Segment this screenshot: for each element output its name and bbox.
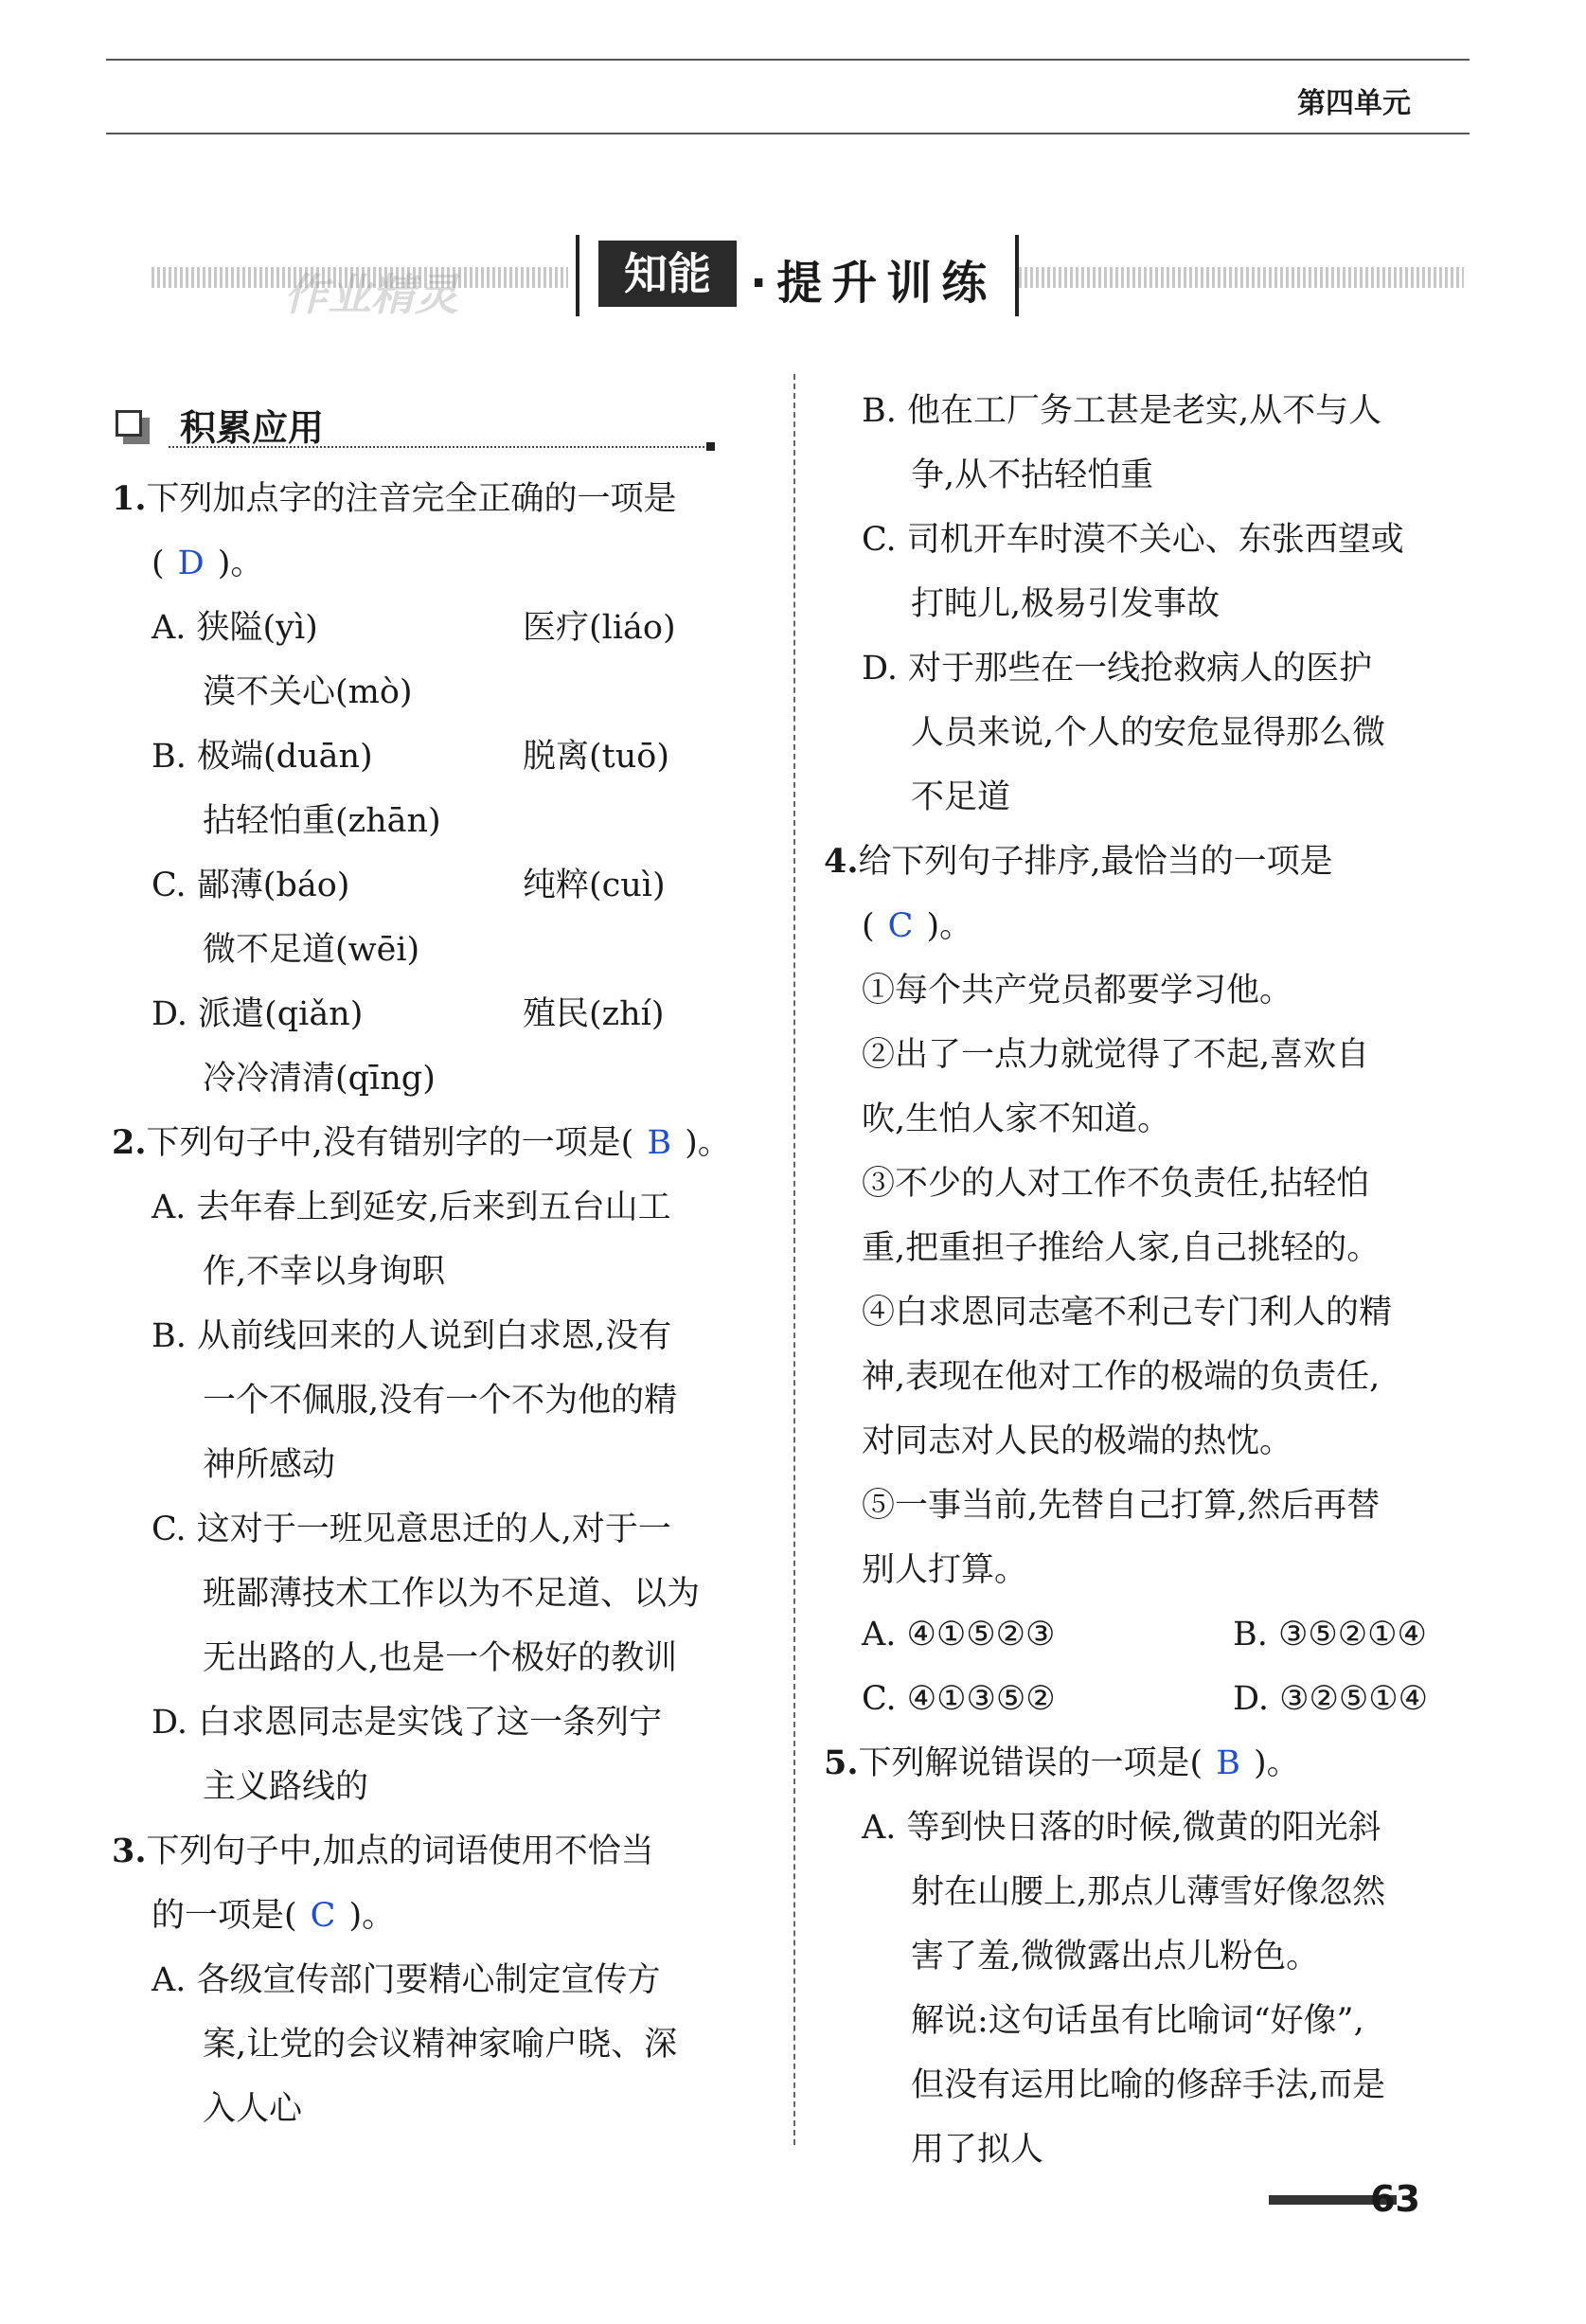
page-number: 63 bbox=[1370, 2178, 1420, 2220]
option-text: A. 各级宣传部门要精心制定宣传方 bbox=[151, 1961, 661, 1999]
question-continuation bbox=[112, 1884, 775, 1948]
option-continuation bbox=[824, 1989, 1477, 2053]
option-continuation bbox=[824, 443, 1477, 508]
sentence-text: 别人打算。 bbox=[862, 1551, 1028, 1589]
section-end-dot bbox=[706, 442, 715, 451]
option-text: 拈轻怕重(zhān) bbox=[203, 802, 441, 840]
option-line bbox=[112, 1497, 775, 1562]
sentence-line bbox=[824, 1023, 1477, 1087]
sentence-line bbox=[824, 958, 1477, 1023]
option-line bbox=[824, 508, 1477, 572]
option-text: A. 去年春上到延安,后来到五台山工 bbox=[151, 1189, 671, 1226]
right-body bbox=[824, 379, 1477, 2182]
option-text: D. 对于那些在一线抢救病人的医护 bbox=[862, 650, 1373, 688]
section-dotted-line bbox=[169, 446, 708, 448]
sentence-line bbox=[824, 1474, 1477, 1538]
top-rule bbox=[106, 59, 1470, 61]
sentence-line bbox=[824, 1538, 1477, 1602]
sentence-line bbox=[824, 1409, 1477, 1474]
option-continuation bbox=[112, 2077, 775, 2141]
option-continuation bbox=[824, 765, 1477, 830]
right-column bbox=[824, 379, 1477, 2182]
answer-mark: B bbox=[1216, 1744, 1240, 1782]
option-continuation bbox=[824, 2053, 1477, 2118]
watermark: 作业精灵 bbox=[284, 269, 458, 320]
option-continuation bbox=[112, 1755, 775, 1819]
option-text: C. ④①③⑤② bbox=[862, 1680, 1056, 1718]
question-line bbox=[824, 830, 1477, 894]
question-text: ( bbox=[862, 907, 875, 945]
question-text: 给下列句子排序,最恰当的一项是 bbox=[858, 843, 1333, 881]
option-text: 用了拟人 bbox=[911, 2131, 1044, 2169]
option-text: D. ③②⑤①④ bbox=[1233, 1680, 1428, 1718]
option-pair bbox=[112, 982, 775, 1046]
sentence-text: 重,把重担子推给人家,自己挑轻的。 bbox=[862, 1229, 1381, 1267]
option-text: D. 白求恩同志是实饯了这一条列宁 bbox=[151, 1704, 663, 1742]
option-continuation bbox=[112, 2012, 775, 2077]
option-continuation bbox=[824, 1860, 1477, 1924]
option-text: D. 派遣(qiǎn) bbox=[151, 995, 364, 1033]
banner-title: ·提升训练 bbox=[750, 257, 997, 310]
question-line bbox=[112, 1819, 775, 1884]
question-number: 1. bbox=[112, 479, 147, 518]
question-text-end: )。 bbox=[926, 907, 973, 945]
question-text: ( bbox=[151, 545, 165, 582]
answer-mark: C bbox=[887, 907, 914, 945]
question-text-end: )。 bbox=[217, 545, 264, 582]
option-text: B. 从前线回来的人说到白求恩,没有 bbox=[151, 1317, 672, 1355]
option-text: A. 等到快日落的时候,微黄的阳光斜 bbox=[862, 1809, 1381, 1847]
question-line bbox=[112, 467, 775, 531]
header-rule bbox=[106, 133, 1470, 134]
option-text: 不足道 bbox=[911, 778, 1011, 816]
option-text: 一个不佩服,没有一个不为他的精 bbox=[203, 1382, 678, 1420]
question-text: 下列句子中,没有错别字的一项是( bbox=[146, 1124, 634, 1162]
option-line bbox=[824, 379, 1477, 443]
question-number: 5. bbox=[824, 1743, 859, 1782]
option-pair bbox=[824, 1667, 1477, 1731]
option-text: 殖民(zhí) bbox=[523, 995, 665, 1033]
sentence-text: 吹,生怕人家不知道。 bbox=[862, 1100, 1171, 1138]
option-line bbox=[112, 1690, 775, 1755]
sentence-text: ②出了一点力就觉得了不起,喜欢自 bbox=[862, 1036, 1370, 1074]
unit-label: 第四单元 bbox=[1297, 87, 1411, 120]
option-continuation bbox=[112, 1626, 775, 1690]
sentence-text: 对同志对人民的极端的热忱。 bbox=[862, 1422, 1293, 1460]
option-text: 解说:这句话虽有比喻词“好像”, bbox=[911, 2002, 1364, 2040]
option-text: 纯粹(cuì) bbox=[523, 867, 666, 904]
question-line bbox=[824, 1731, 1477, 1796]
option-continuation bbox=[824, 572, 1477, 636]
question-number: 2. bbox=[112, 1123, 147, 1162]
option-text: 神所感动 bbox=[203, 1446, 336, 1484]
option-line bbox=[112, 1304, 775, 1368]
option-text: B. 他在工厂务工甚是老实,从不与人 bbox=[862, 392, 1382, 430]
section-icon bbox=[116, 410, 142, 437]
answer-mark: B bbox=[647, 1124, 672, 1162]
option-text: 脱离(tuō) bbox=[523, 738, 669, 776]
option-continuation bbox=[112, 660, 775, 724]
question-text: 的一项是( bbox=[151, 1897, 297, 1935]
left-column bbox=[112, 379, 775, 2141]
option-text: A. ④①⑤②③ bbox=[862, 1616, 1056, 1654]
option-continuation bbox=[824, 2118, 1477, 2182]
column-divider bbox=[793, 374, 795, 2145]
sentence-text: 神,表现在他对工作的极端的负责任, bbox=[862, 1358, 1381, 1396]
sentence-line bbox=[824, 1087, 1477, 1152]
option-text: 班鄙薄技术工作以为不足道、以为 bbox=[203, 1575, 701, 1613]
option-pair bbox=[112, 853, 775, 918]
option-text: 微不足道(wēi) bbox=[203, 931, 420, 969]
sentence-text: ③不少的人对工作不负责任,拈轻怕 bbox=[862, 1165, 1370, 1203]
banner-badge: 知能 bbox=[598, 241, 737, 307]
option-line bbox=[824, 636, 1477, 701]
option-text: 争,从不拈轻怕重 bbox=[911, 456, 1154, 494]
option-text: 作,不幸以身询职 bbox=[203, 1253, 446, 1291]
sentence-line bbox=[824, 1216, 1477, 1280]
option-text: 主义路线的 bbox=[203, 1768, 369, 1806]
option-text: 案,让党的会议精神家喻户晓、深 bbox=[203, 2026, 678, 2064]
question-text-end: )。 bbox=[685, 1124, 731, 1162]
banner-box bbox=[576, 235, 1019, 316]
sentence-text: ⑤一事当前,先替自己打算,然后再替 bbox=[862, 1487, 1381, 1525]
question-line bbox=[112, 1111, 775, 1175]
question-continuation bbox=[824, 894, 1477, 958]
option-pair bbox=[112, 596, 775, 660]
option-continuation bbox=[112, 1562, 775, 1626]
question-text: 下列解说错误的一项是( bbox=[858, 1744, 1203, 1782]
option-line bbox=[824, 1796, 1477, 1860]
option-text: 无出路的人,也是一个极好的教训 bbox=[203, 1639, 678, 1677]
option-text: 冷冷清清(qīng) bbox=[203, 1060, 436, 1098]
question-continuation bbox=[112, 531, 775, 596]
left-body bbox=[112, 467, 775, 2141]
question-text: 下列加点字的注音完全正确的一项是 bbox=[146, 480, 677, 518]
sentence-text: ④白求恩同志毫不利己专门利人的精 bbox=[862, 1294, 1393, 1332]
option-text: 但没有运用比喻的修辞手法,而是 bbox=[911, 2066, 1386, 2104]
option-continuation bbox=[824, 1924, 1477, 1989]
section-header bbox=[112, 384, 775, 467]
answer-mark: D bbox=[177, 545, 205, 582]
answer-mark: C bbox=[310, 1897, 336, 1935]
option-text: B. ③⑤②①④ bbox=[1233, 1616, 1427, 1654]
sentence-text: ①每个共产党员都要学习他。 bbox=[862, 972, 1293, 1010]
sentence-line bbox=[824, 1345, 1477, 1409]
option-pair bbox=[824, 1602, 1477, 1667]
option-text: 入人心 bbox=[203, 2090, 303, 2128]
option-text: 人员来说,个人的安危显得那么微 bbox=[911, 714, 1386, 752]
question-number: 4. bbox=[824, 842, 859, 881]
question-text-end: )。 bbox=[1253, 1744, 1300, 1782]
option-text: 医疗(liáo) bbox=[523, 609, 676, 647]
option-continuation bbox=[112, 1046, 775, 1111]
option-text: 打盹儿,极易引发事故 bbox=[911, 585, 1221, 623]
question-text-end: )。 bbox=[348, 1897, 396, 1935]
section-title: 积累应用 bbox=[180, 407, 325, 449]
option-continuation bbox=[112, 918, 775, 982]
sentence-line bbox=[824, 1152, 1477, 1216]
option-text: 漠不关心(mò) bbox=[203, 673, 413, 711]
question-text: 下列句子中,加点的词语使用不恰当 bbox=[146, 1832, 654, 1870]
banner-dots-right bbox=[1019, 267, 1464, 288]
option-line bbox=[112, 1948, 775, 2012]
sentence-line bbox=[824, 1280, 1477, 1345]
option-text: 害了羞,微微露出点儿粉色。 bbox=[911, 1938, 1320, 1975]
option-text: B. 极端(duān) bbox=[151, 738, 373, 776]
option-text: C. 鄙薄(báo) bbox=[151, 867, 350, 904]
option-continuation bbox=[112, 789, 775, 853]
option-continuation bbox=[824, 701, 1477, 765]
option-continuation bbox=[112, 1433, 775, 1497]
option-line bbox=[112, 1175, 775, 1240]
option-pair bbox=[112, 724, 775, 789]
option-text: 射在山腰上,那点儿薄雪好像忽然 bbox=[911, 1873, 1386, 1911]
option-continuation bbox=[112, 1368, 775, 1433]
option-text: A. 狭隘(yì) bbox=[151, 609, 318, 647]
option-continuation bbox=[112, 1240, 775, 1304]
question-number: 3. bbox=[112, 1832, 147, 1870]
banner bbox=[0, 227, 1586, 331]
option-text: C. 司机开车时漠不关心、东张西望或 bbox=[862, 521, 1404, 559]
option-text: C. 这对于一班见意思迁的人,对于一 bbox=[151, 1511, 671, 1548]
